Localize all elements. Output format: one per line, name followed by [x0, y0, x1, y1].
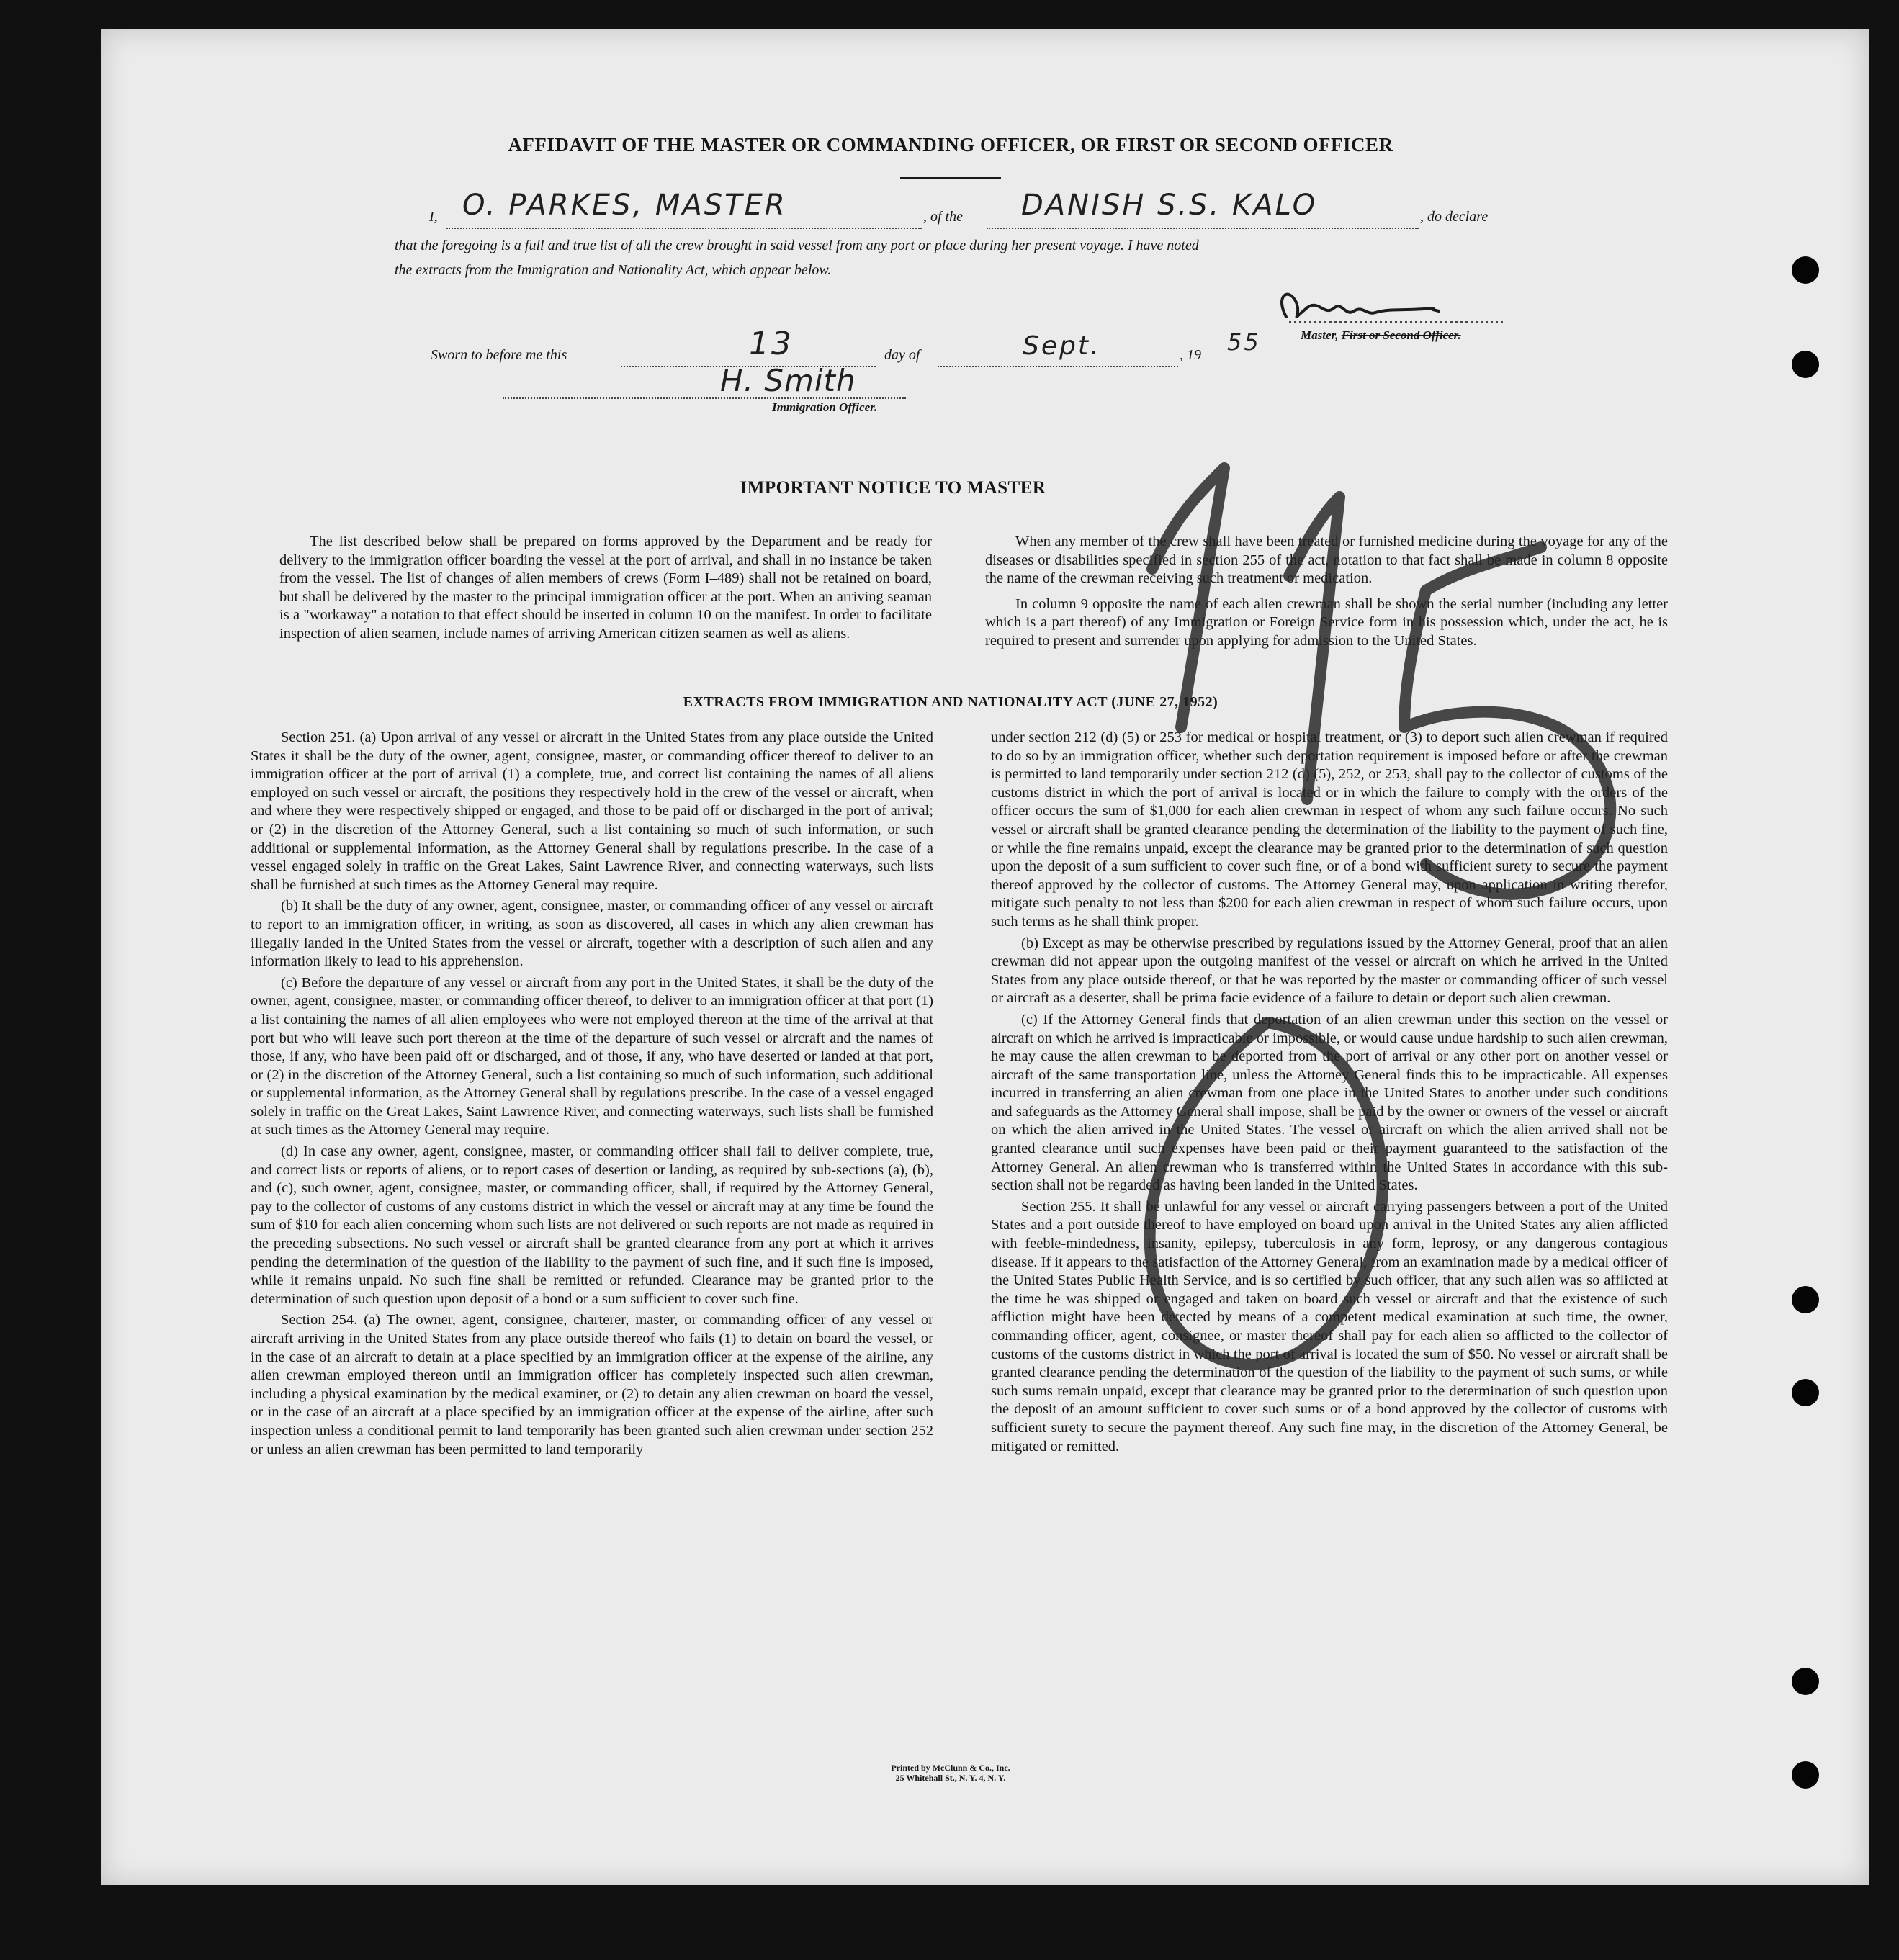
extracts-right-column — [991, 729, 1668, 1456]
declaration-prefix: I, — [429, 209, 438, 225]
master-caption-struck: First or Second Officer. — [1341, 328, 1461, 342]
punch-hole — [1792, 351, 1819, 378]
sworn-prefix: Sworn to before me this — [431, 347, 567, 363]
officer-caption: Immigration Officer. — [772, 400, 878, 414]
month-handwritten: Sept. — [1023, 331, 1101, 361]
extract-section-254a: Section 254. (a) The owner, agent, consignee, charterer, master, or commanding officer of any vessel or aircraft arriving in the United States from any place outside thereof who fails (1) to detain on board the vessel, or in the case of an aircraft to detain at a place specified by an immigration officer at the expense of the airline, any alien crewman employed thereon until an immigration officer has completely inspected such alien crewman, including a physical examination by the medical examiner, or (2) to detain any alien crewman on board the vessel, or in the case of an aircraft at a place specified by an immigration officer at the expense of the airline, after such inspection unless a conditional permit to land temporarily has been granted such alien crewman under section 252 or unless an alien crewman has been permitted to land temporarily — [251, 1312, 933, 1457]
year-prefix: , 19 — [1180, 347, 1201, 363]
punch-hole — [1792, 256, 1819, 284]
printer-imprint — [821, 1763, 1080, 1783]
do-declare-label: , do declare — [1420, 209, 1489, 225]
declaration-line-2: that the foregoing is a full and true list of all the crew brought in said vessel from any port or place during her present voyage. I have noted — [395, 238, 1199, 253]
master-name-handwritten: O. PARKES, MASTER — [462, 189, 787, 222]
extract-section-251a: Section 251. (a) Upon arrival of any vessel or aircraft in the United States from any place outside the United States it shall be the duty of the owner, agent, consignee, master, or commanding officer thereof to deliver to an immigration officer at the port of arrival (1) a complete, true, and correct list containing the names of all aliens employed on such vessel or aircraft, the positions they respectively hold in the crew of the vessel or aircraft, when and where they were respectively shipped or engaged, and those to be paid off or discharged in the port of arrival; or (2) in the discretion of the Attorney General, such a list containing so much of such information, or such additional or supplemental information, as the Attorney General shall by regulations prescribe. In the case of a vessel engaged solely in traffic on the Great Lakes, Saint Lawrence River, and connecting waterways, such lists shall be furnished at such times as the Attorney General may require. — [251, 729, 933, 893]
of-the-label: , of the — [923, 209, 963, 225]
master-caption — [1301, 328, 1461, 343]
punch-hole — [1792, 1379, 1819, 1406]
punch-hole — [1792, 1761, 1819, 1789]
notice-left-column — [279, 533, 932, 644]
extract-section-254a-continued: under section 212 (d) (5) or 253 for medical or hospital treatment, or (3) to deport such alien crewman if required to do so by an immigration officer, whether such deportation requirement is imposed before or after the crewman is permitted to land temporarily under section 212 (d) (5), 252, or 253, shall pay to the collector of customs of the customs district in which the port of arrival is located or in which the failure to comply with the orders of the officer occurs the sum of $1,000 for each alien crewman in respect of whom any such failure occurs. No such vessel or aircraft shall be granted clearance pending the determination of the liability to the payment of such fine, or while the fine remains unpaid, except the clearance may be granted prior to the determination of such question upon the deposit of a sum sufficient to cover such fine, or of a bond with sufficient surety to secure the payment thereof approved by the collector of customs. The Attorney General may, upon application in writing therefor, mitigate such penalty to not less than $200 for each alien crewman in respect of whom such failure occurs, upon such terms as he shall think proper. — [991, 729, 1668, 930]
year-handwritten: 55 — [1227, 328, 1261, 356]
extracts-left-column — [251, 729, 933, 1459]
notice-heading: IMPORTANT NOTICE TO MASTER — [740, 478, 1046, 498]
punch-hole — [1792, 1668, 1819, 1695]
printer-line-1: Printed by McClunn & Co., Inc. — [891, 1763, 1010, 1773]
extract-section-251d: (d) In case any owner, agent, consignee, master, or commanding officer shall fail to deliver complete, true, and correct lists or reports of aliens, or to report cases of desertion or landing, as required by sub-sections (a), (b), and (c), such owner, agent, consignee, master, or commanding officer, shall, if required by the Attorney General, pay to the collector of customs of any customs district in which the vessel or aircraft may at any time be found the sum of $10 for each alien concerning whom such lists are not delivered or such reports are not made as required in the preceding subsections. No such vessel or aircraft shall be granted clearance from any port at which it arrives pending the determination of the question of the liability to the payment of such fine, and if such fine is imposed, while it remains unpaid. No such fine shall be remitted or refunded. Clearance may be granted prior to the determination of such question upon deposit of a bond or a sum sufficient to cover such fine. — [251, 1143, 933, 1307]
day-handwritten: 13 — [749, 325, 794, 362]
extract-section-251c: (c) Before the departure of any vessel or aircraft from any port in the United States, it shall be the duty of the owner, agent, consignee, master, or commanding officer thereof, to deliver to an immigration officer at that port (1) a list containing the names of all alien employees who were not employed thereon at the time of the arrival at that port but who will leave such port thereon at the time of the departure of such vessel or aircraft and the names of those, if any, who have been paid off or discharged, and of those, if any, who have deserted or landed at that port, or (2) in the discretion of the Attorney General, such a list containing so much of such information, such additional or supplemental information, as the Attorney General shall by regulations prescribe. In the case of a vessel engaged solely in traffic on the Great Lakes, Saint Lawrence River, and connecting waterways, such lists shall be furnished at such times as the Attorney General may require. — [251, 974, 933, 1138]
affidavit-title: AFFIDAVIT OF THE MASTER OR COMMANDING OFFICER, OR FIRST OR SECOND OFFICER — [508, 134, 1393, 156]
notice-right-paragraph-1: When any member of the crew shall have been treated or furnished medicine during the voyage for any of the diseases or disabilities specified in section 255 of the act, notation to that fact shall be made in column 8 opposite the name of the crewman receiving such treatment or medication. — [985, 534, 1668, 587]
punch-hole — [1792, 1286, 1819, 1313]
notice-right-paragraph-2: In column 9 opposite the name of each alien crewman shall be shown the serial number (including any letter which is a part thereof) of any Immigration or Foreign Service form in his possession which, under the act, he is required to present and surrender upon applying for admission to the United States. — [985, 595, 1668, 649]
printer-line-2: 25 Whitehall St., N. Y. 4, N. Y. — [895, 1773, 1006, 1783]
day-of-label: day of — [884, 347, 920, 363]
vessel-name-handwritten: DANISH S.S. KALO — [1021, 189, 1318, 222]
master-caption-master: Master, — [1301, 328, 1342, 342]
notice-right-column — [985, 533, 1668, 651]
officer-signature: H. Smith — [720, 363, 856, 398]
extract-section-254c: (c) If the Attorney General finds that deportation of an alien crewman under this section on the vessel or aircraft on which he arrived is impracticable or impossible, or would cause undue hardship to such alien crewman, he may cause the alien crewman to be deported from the port of arrival or any other port on another vessel or aircraft of the same transportation line, unless the Attorney General finds this to be impracticable. All expenses incurred in transferring an alien crewman from one place in the United States to another under such conditions and safeguards as the Attorney General shall impose, shall be paid by the owner or owners of the vessel or aircraft on which the alien arrived in the United States. The vessel or aircraft on which the alien arrived shall not be granted clearance until such expenses have been paid or their payment guaranteed to the satisfaction of the Attorney General. An alien crewman who is transferred within the United States in accordance with this sub-section shall not be regarded as having been landed in the United States. — [991, 1011, 1668, 1194]
declaration-line-3: the extracts from the Immigration and Nationality Act, which appear below. — [395, 262, 832, 278]
notice-left-paragraph: The list described below shall be prepared on forms approved by the Department and be ready for delivery to the immigration officer boarding the vessel at the port of arrival, and shall in no instance be taken from the vessel. The list of changes of alien members of crews (Form I–489) shall not be retained on board, but shall be delivered by the master to the principal immigration officer at the port. When an arriving seaman is a "workaway" a notation to that effect should be inserted in column 10 on the manifest. In order to facilitate inspection of alien seamen, include names of arriving American citizen seamen as well as aliens. — [279, 534, 932, 642]
extract-section-255: Section 255. It shall be unlawful for any vessel or aircraft carrying passengers between a port of the United States and a port outside thereof to have employed on board upon arrival in the United States any alien afflicted with feeble-mindedness, insanity, epilepsy, tuberculosis in any form, leprosy, or any dangerous contagious disease. If it appears to the satisfaction of the Attorney General, from an examination made by a medical officer of the United States Public Health Service, and is so certified by such officer, that any such alien was so afflicted at the time he was shipped or engaged and taken on board such vessel or aircraft and that the existence of such affliction might have been detected by means of a competent medical examination at such time, the owner, commanding officer, agent, consignee, or master thereof shall pay for each alien so afflicted to the collector of customs of the customs district in which the port of arrival is located the sum of $50. No vessel or aircraft shall be granted clearance pending the determination of the question of the liability to the payment of such sums, or while such sums remain unpaid, except that clearance may be granted prior to the determination of such question upon the deposit of an amount sufficient to cover such sums or of a bond approved by the collector of customs with sufficient surety to secure the payment thereof. Any such fine may, in the discretion of the Attorney General, be mitigated or remitted. — [991, 1198, 1668, 1455]
extracts-heading: EXTRACTS FROM IMMIGRATION AND NATIONALITY ACT (JUNE 27, 1952) — [683, 694, 1218, 710]
extract-section-251b: (b) It shall be the duty of any owner, agent, consignee, master, or commanding officer of any vessel or aircraft to report to an immigration officer, in writing, as soon as discovered, all cases in which any alien crewman has illegally landed in the United States from the vessel or aircraft, together with a description of such alien and any information likely to lead to his apprehension. — [251, 898, 933, 970]
extract-section-254b: (b) Except as may be otherwise prescribed by regulations issued by the Attorney General, proof that an alien crewman did not appear upon the outgoing manifest of the vessel or aircraft on which he arrived in the United States from any place outside thereof, or that he was reported by the master or commanding officer of such vessel or aircraft as a deserter, shall be prima facie evidence of a failure to detain or deport such alien crewman. — [991, 935, 1668, 1007]
title-rule — [900, 177, 1001, 179]
